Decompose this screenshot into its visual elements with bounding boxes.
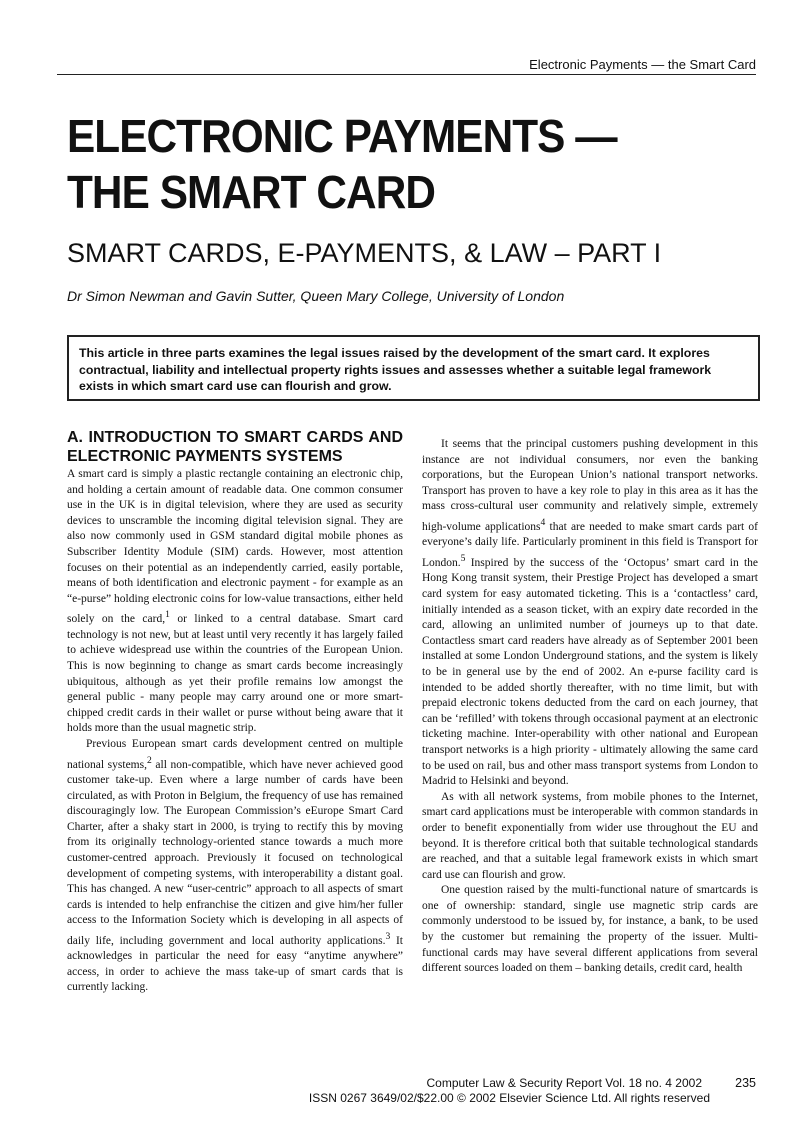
paragraph-text: that are needed to make smart cards part of everyone’s daily life. Particularly prominent in this field is Transport for London. — [422, 520, 758, 569]
paragraph-3 — [422, 437, 758, 790]
paragraph-text: or linked to a central database. Smart card technology is not new, but at least until very recently it has largely failed to achieve widespread use within the countries of the European Union. This is now beginning to change as smart cards become increasingly ubiquitous, although as yet their profile remains low amongst the general public - many people may carry around one or more smart-chipped credit cards in their wallet or purse without being aware that it holds more than the usual magnetic strip. — [67, 613, 403, 735]
footer-issn: ISSN 0267 3649/02/$22.00 © 2002 Elsevier Science Ltd. All rights reserved — [308, 1091, 710, 1105]
paragraph-text: Inspired by the success of the ‘Octopus’ smart card in the Hong Kong transit system, their Prestige Project has developed a smart card system for easy automated ticketing. This is a ‘contactless’ card, initially intended as a season ticket, with an expiry date recorded in the card, allowing an unlimited number of journeys up to that date. Contactless smart card readers have already as of September 2001 been installed at some London Underground stations, and the system is likely to be in general use by the end of 2002. An e-purse facility card is intended to be added shortly thereafter, with no time limit, but with prepaid electronic tokens deducted from the card on each journey, that can be ‘refilled’ with tokens through occasional payment at an electronic ticketing machine. Inter-operability with other national and European transport networks is a high priority - ultimately allowing the same card to be used on rail, bus and other mass transport systems from London to Madrid to Helsinki and beyond. — [422, 556, 758, 788]
paragraph-4: As with all network systems, from mobile phones to the Internet, smart card applications must be interoperable with common standards in order to benefit exponentially from wider use throughout the EU and beyond. It is therefore critical both that suitable technological standards are reached, and that a suitable legal framework exists in which smart card use can flourish and grow. — [422, 790, 758, 881]
paragraph-text: all non-compatible, which have never achieved good customer take-up. Even where a large number of cards have been circulated, as with Proton in Belgium, the frequency of use has remained discouragingly low. The European Commission’s eEurope Smart Card Charter, after a shaky start in 2000, is trying to rectify this by moving from its originally technology-oriented stance towards a much more customer-centred approach. Previously it focused on technological development of competing systems, with interoperability a distant goal. This has changed. A new “user-centric” approach to all aspects of smart cards is intended to help enfranchise the citizen and give him/her fuller access to the Information Society which is developing in all aspects of daily life, including government and local authority applications. — [67, 758, 403, 947]
title-line-2: THE SMART CARD — [67, 166, 435, 218]
right-column — [422, 437, 758, 977]
footnote-ref: 4 — [540, 516, 546, 528]
title-line-1: ELECTRONIC PAYMENTS — — [67, 110, 617, 162]
paragraph-1 — [67, 467, 403, 737]
article-title — [67, 108, 711, 220]
paragraph-2 — [67, 737, 403, 996]
running-head: Electronic Payments — the Smart Card — [529, 57, 756, 72]
paragraph-text: It seems that the principal customers pushing development in this instance are not individual consumers, nor even the banking corporations, but the European Union’s national transport networks. Transport has proven to have a key role to play in this area as it has the mass cross-cultural user community and relatively simple, extremely high-volume applications — [422, 438, 758, 533]
footnote-ref: 3 — [385, 930, 391, 942]
footnote-ref: 5 — [460, 552, 466, 564]
paragraph-text: Previous European smart cards development centred on multiple national systems, — [67, 737, 403, 771]
left-column — [67, 428, 403, 996]
footnote-ref: 2 — [146, 754, 152, 766]
paragraph-5: One question raised by the multi-functional nature of smartcards is one of ownership: standard, single use magnetic strip cards are commonly understood to be issued by, for instance, a bank, to be used by the customer but remaining the property of the issuer. Multi-functional cards may have several different applications from several different sources loaded on them – banking details, credit card, health — [422, 884, 758, 975]
paragraph-text: A smart card is simply a plastic rectangle containing an electronic chip, and holding a certain amount of readable data. One common consumer use in the UK is in digital television, where they are used as security devices to unscramble the incoming digital television signal. They are also now commonly used in GSM standard digital mobile phones as Subscriber Identity Module (SIM) cards. However, most attention focuses on their potential as an independently carried, easily portable, means of both identification and electronic payment - for example as an “e-purse” holding electronic coins for low-value transactions, either held solely on the card, — [67, 468, 403, 626]
footer-journal-citation: Computer Law & Security Report Vol. 18 no. 4 2002 — [426, 1076, 702, 1090]
header-rule — [57, 74, 756, 75]
article-subtitle: SMART CARDS, E-PAYMENTS, & LAW – PART I — [67, 238, 662, 268]
page-number: 235 — [735, 1076, 756, 1090]
paragraph-text: It acknowledges in particular the need for easy “anytime anywhere” access, in order to achieve the mass take-up of smart cards that is currently lacking. — [67, 934, 403, 994]
section-heading: A. INTRODUCTION TO SMART CARDS AND ELECTRONIC PAYMENTS SYSTEMS — [67, 429, 403, 465]
footnote-ref: 1 — [165, 609, 170, 621]
author-line: Dr Simon Newman and Gavin Sutter, Queen Mary College, University of London — [67, 288, 565, 304]
abstract-box — [67, 335, 760, 401]
abstract-text: This article in three parts examines the legal issues raised by the development of the smart card. It explores contractual, liability and intellectual property rights issues and assesses whether a suitable legal framework exists in which smart card use can flourish and grow. — [79, 346, 712, 393]
